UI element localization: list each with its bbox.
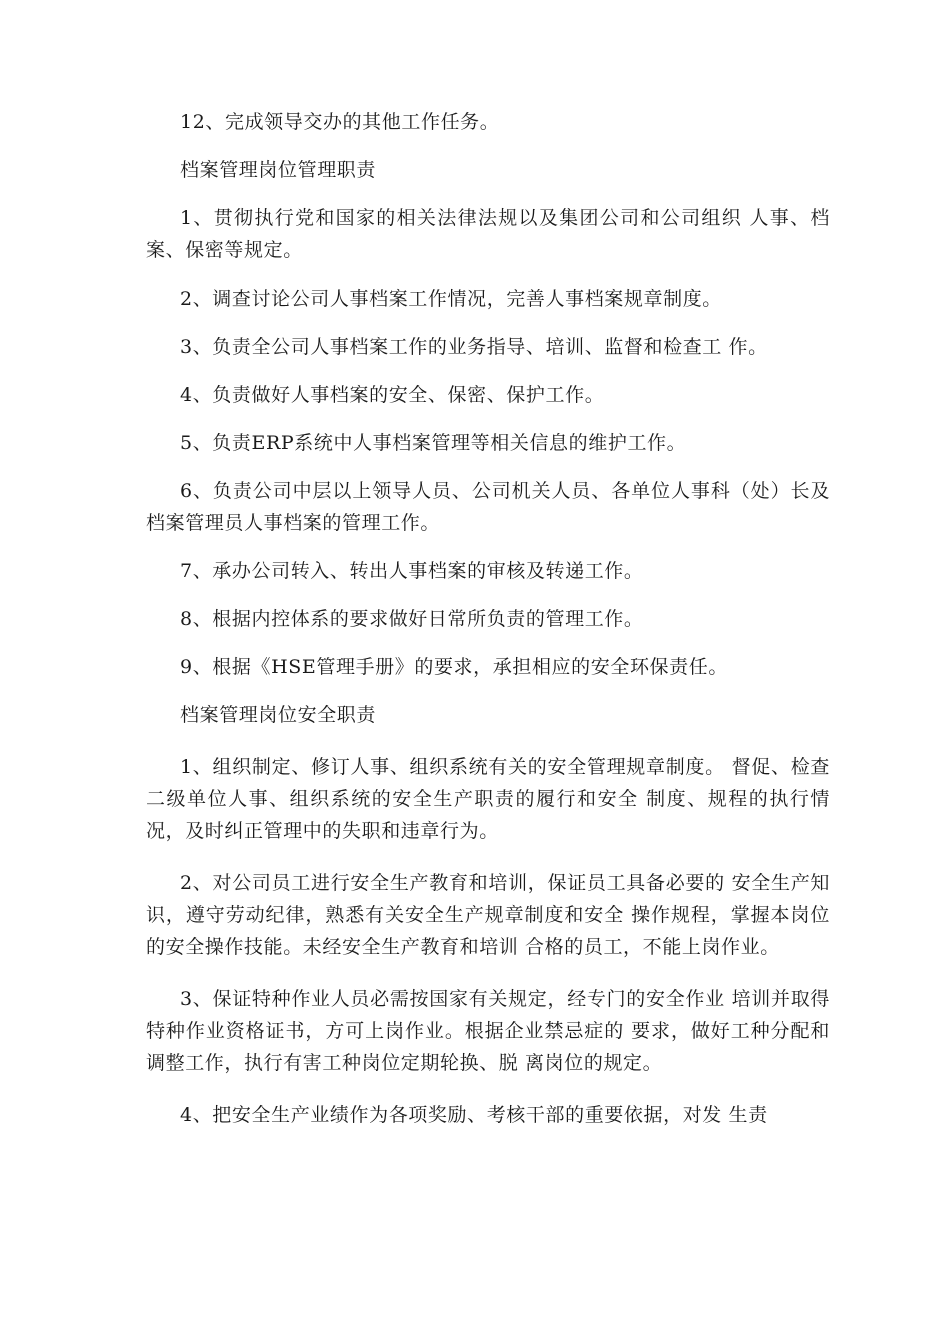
paragraph-mgmt-5: 5、负责ERP系统中人事档案管理等相关信息的维护工作。 <box>180 432 687 454</box>
paragraph-mgmt-8: 8、根据内控体系的要求做好日常所负责的管理工作。 <box>180 608 644 630</box>
paragraph-mgmt-4: 4、负责做好人事档案的安全、保密、保护工作。 <box>180 384 605 406</box>
section-heading-management: 档案管理岗位管理职责 <box>180 159 377 181</box>
paragraph-safety-4: 4、把安全生产业绩作为各项奖励、考核干部的重要依据，对发 生责 <box>180 1104 768 1126</box>
paragraph-safety-3: 3、保证特种作业人员必需按国家有关规定，经专门的安全作业 培训并取得特种作业资格证书，方可上岗作业。根据企业禁忌症的 要求，做好工种分配和调整工作，执行有害工种岗位定期轮换、脱 离岗位的规定。 <box>146 988 830 1074</box>
paragraph-safety-2: 2、对公司员工进行安全生产教育和培训，保证员工具备必要的 安全生产知识，遵守劳动纪律，熟悉有关安全生产规章制度和安全 操作规程，掌握本岗位的安全操作技能。未经安全生产教育和培训 合格的员工，不能上岗作业。 <box>146 872 830 958</box>
paragraph-task-12: 12、完成领导交办的其他工作任务。 <box>180 111 500 133</box>
paragraph-mgmt-3: 3、负责全公司人事档案工作的业务指导、培训、监督和检查工 作。 <box>180 336 768 358</box>
paragraph-mgmt-2: 2、调查讨论公司人事档案工作情况，完善人事档案规章制度。 <box>180 288 722 310</box>
paragraph-mgmt-9: 9、根据《HSE管理手册》的要求，承担相应的安全环保责任。 <box>180 656 728 678</box>
paragraph-mgmt-1: 1、贯彻执行党和国家的相关法律法规以及集团公司和公司组织 人事、档案、保密等规定。 <box>146 207 830 261</box>
paragraph-mgmt-6: 6、负责公司中层以上领导人员、公司机关人员、各单位人事科（处）长及档案管理员人事档案的管理工作。 <box>146 480 830 534</box>
paragraph-safety-1: 1、组织制定、修订人事、组织系统有关的安全管理规章制度。 督促、检查二级单位人事、组织系统的安全生产职责的履行和安全 制度、规程的执行情况，及时纠正管理中的失职和违章行为。 <box>146 756 830 842</box>
section-heading-safety: 档案管理岗位安全职责 <box>180 704 377 726</box>
paragraph-mgmt-7: 7、承办公司转入、转出人事档案的审核及转递工作。 <box>180 560 644 582</box>
